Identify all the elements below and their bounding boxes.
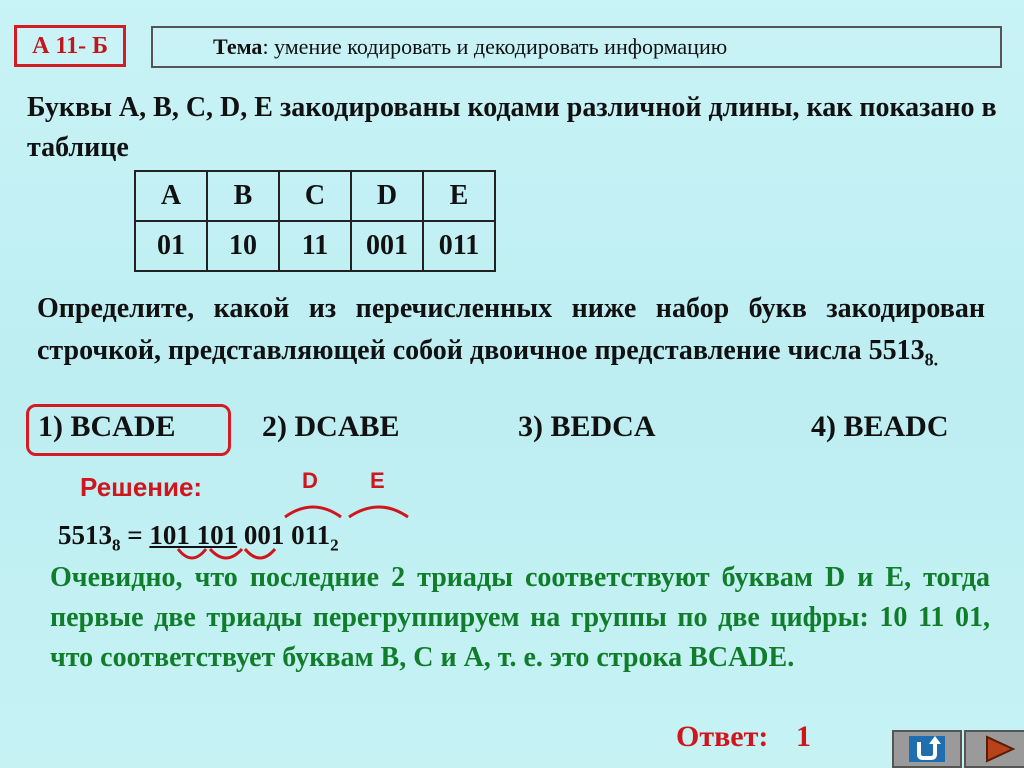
table-cell-letter: A: [135, 171, 207, 221]
binary-base: 2: [330, 535, 339, 555]
table-cell-letter: B: [207, 171, 279, 221]
answer-label: Ответ:: [676, 720, 769, 753]
code-table: [134, 170, 496, 272]
triad-label-d: D: [302, 468, 318, 493]
table-cell-letter: C: [279, 171, 351, 221]
octal-base: 8: [112, 535, 121, 555]
option-4[interactable]: 4) BEADC: [811, 410, 949, 443]
answer-value: 1: [796, 720, 811, 753]
conversion-equation: [58, 520, 339, 555]
code-table-codes-row: [135, 221, 495, 271]
arc-over-triad-e: [349, 507, 408, 517]
slide-number-badge: А 11- Б: [14, 25, 126, 67]
table-cell-letter: E: [423, 171, 495, 221]
code-table-letters-row: [135, 171, 495, 221]
intro-text: Буквы А, В, С, D, Е закодированы кодами различной длины, как показано в таблице: [27, 92, 997, 163]
topic-text: : умение кодировать и декодировать информацию: [262, 34, 728, 59]
option-2[interactable]: 2) DCABE: [262, 410, 400, 443]
table-cell-code: 011: [423, 221, 495, 271]
explanation-text: Очевидно, что последние 2 триады соответствуют буквам D и Е, тогда первые две триады перегруппируем на группы по две цифры: 10 11 01, что соответствует буквам В, С и А, т. е. это строка BCADE.: [50, 562, 990, 673]
table-cell-code: 01: [135, 221, 207, 271]
arc-over-triad-d: [285, 507, 341, 517]
play-triangle-icon: [979, 734, 1019, 764]
option-3[interactable]: 3) BEDCA: [518, 410, 656, 443]
triad-label-e: E: [370, 468, 385, 493]
return-button[interactable]: [892, 730, 962, 768]
table-cell-code: 001: [351, 221, 423, 271]
octal-number: 5513: [58, 520, 112, 550]
table-cell-code: 10: [207, 221, 279, 271]
next-button[interactable]: [964, 730, 1024, 768]
solution-label: Решение:: [80, 472, 203, 502]
binary-regrouped-part: 101 101: [149, 520, 238, 550]
topic-box: [151, 26, 1002, 68]
option-1[interactable]: 1) BCADE: [38, 410, 176, 443]
return-arrow-icon: [907, 734, 947, 764]
equals-sign: =: [120, 520, 150, 550]
question-base: 8.: [924, 349, 939, 370]
binary-remaining-part: 001 011: [237, 520, 331, 550]
question-text: [37, 288, 985, 381]
table-cell-code: 11: [279, 221, 351, 271]
table-cell-letter: D: [351, 171, 423, 221]
topic-label: Тема: [213, 34, 263, 59]
question-body: Определите, какой из перечисленных ниже набор букв закодирован строчкой, представляющей собой двоичное представление числа 5513: [37, 293, 985, 366]
